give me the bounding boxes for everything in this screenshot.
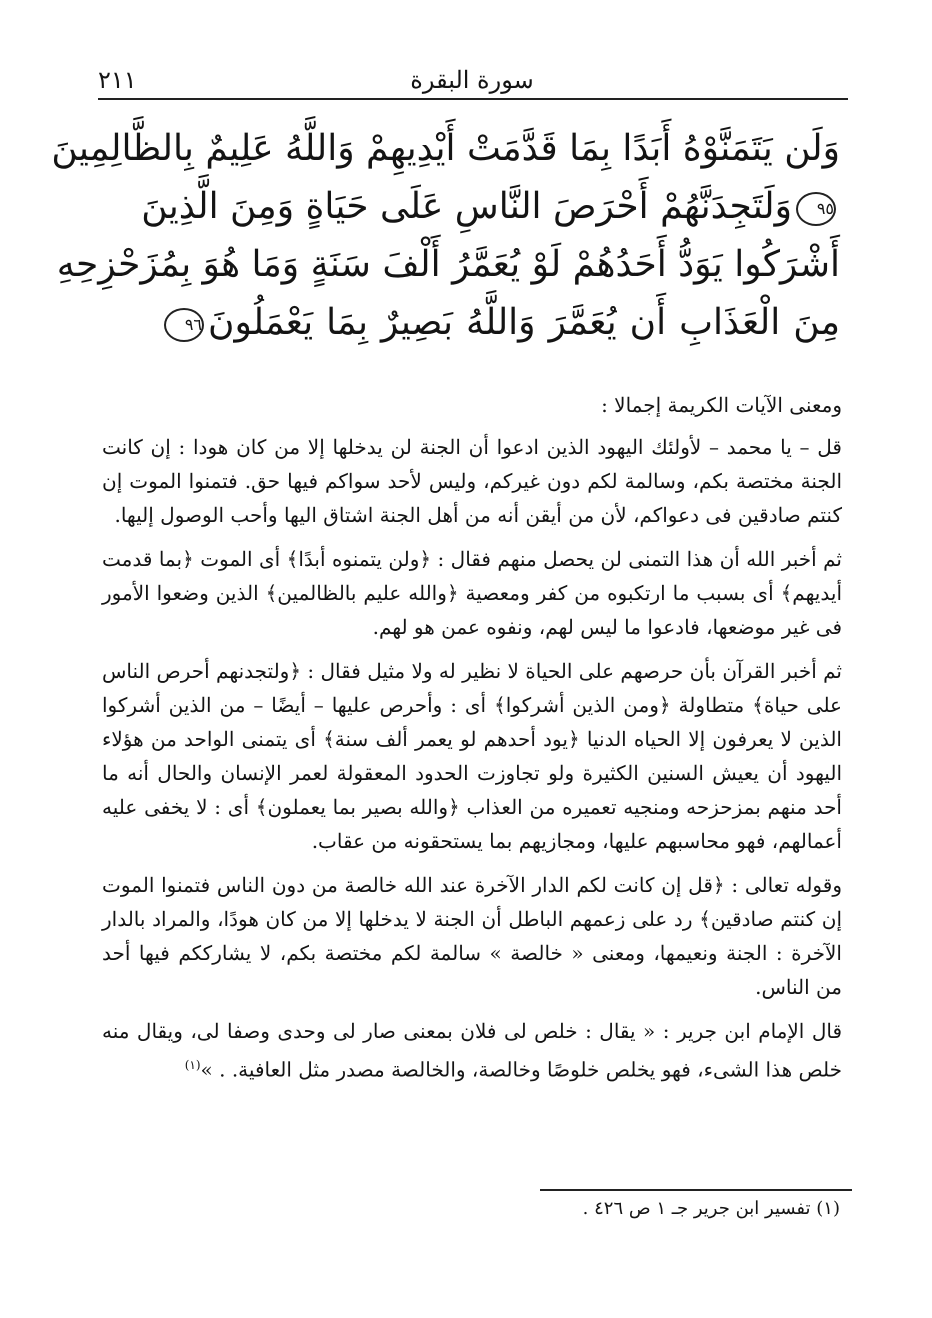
footnote-divider (540, 1189, 852, 1191)
page-header (98, 58, 846, 100)
verse-text: وَلَتَجِدَنَّهُمْ أَحْرَصَ النَّاسِ عَلَى حَيَاةٍ وَمِنَ الَّذِينَ (141, 186, 792, 227)
verse-text: أَشْرَكُوا يَوَدُّ أَحَدُهُمْ لَوْ يُعَمَّرُ أَلْفَ سَنَةٍ وَمَا هُوَ بِمُزَحْزِحِهِ (56, 244, 840, 285)
paragraph (102, 1014, 842, 1087)
header-divider (98, 98, 848, 100)
paragraph: وقوله تعالى : ﴿قل إن كانت لكم الدار الآخرة عند الله خالصة من دون الناس فتمنوا الموت إن كنتم صادقين﴾ رد على زعمهم الباطل أن الجنة لا يدخلها إلا من كان هودًا، والمراد بالدار الآخرة : الجنة ونعيمها، ومعنى « خالصة » سالمة لكم مختصة بكم، لا يشارككم فيها أحد من الناس. (102, 873, 842, 999)
verse-number-marker: ٩٥ (796, 192, 836, 226)
footnote: (١) تفسير ابن جرير جـ ١ ص ٤٢٦ . (582, 1198, 840, 1219)
quote-text: قال الإمام ابن جرير : « يقال : خلص لى فلان بمعنى صار لى وحدى وصفا لى، ويقال منه خلص هذا الشىء، فهو يخلص خلوصًا وخالصة، والخالصة مصدر مثل العافية. . » (102, 1019, 842, 1082)
verse-line (141, 178, 840, 236)
verse-text: وَلَن يَتَمَنَّوْهُ أَبَدًا بِمَا قَدَّمَتْ أَيْدِيهِمْ وَاللَّهُ عَلِيمٌ بِالظَّالِمِينَ (51, 128, 840, 169)
surah-title: سورة البقرة (410, 66, 534, 94)
paragraph: قل – يا محمد – لأولئك اليهود الذين ادعوا أن الجنة لن يدخلها إلا من كان هودا : إن كانت الجنة مختصة بكم، وسالمة لكم دون غيركم، وليس لأحد سواكم فيها حق. فتمنوا الموت إن كنتم صادقين فى دعواكم، لأن من أيقن أنه من أهل الجنة اشتاق اليها وأحب الوصول إليها. (102, 435, 842, 527)
quran-verses (51, 120, 840, 352)
section-intro: ومعنى الآيات الكريمة إجمالا : (601, 393, 842, 417)
footnote-reference: (١) (184, 1058, 201, 1072)
verse-number-marker: ٩٦ (164, 308, 204, 342)
paragraph: ثم أخبر القرآن بأن حرصهم على الحياة لا نظير له ولا مثيل فقال : ﴿ولتجدنهم أحرص الناس على حياة﴾ متطاولة ﴿ومن الذين أشركوا﴾ أى : وأحرص عليها – أيضًا – من الذين أشركوا الذين لا يعرفون إلا الحياه الدنيا ﴿يود أحدهم لو يعمر ألف سنة﴾ أى يتمنى الواحد من هؤلاء اليهود أن يعيش السنين الكثيرة ولو تجاوزت الحدود المعقولة لعمر الإنسان والحال أنه ما أحد منهم بمزحزحه ومنجيه تعميره من العذاب ﴿والله بصير بما يعملون﴾ أى : لا يخفى عليه أعمالهم، فهو محاسبهم عليها، ومجازيهم بما يستحقونه من عقاب. (102, 659, 842, 853)
commentary (102, 388, 842, 1097)
verse-text: مِنَ الْعَذَابِ أَن يُعَمَّرَ وَاللَّهُ بَصِيرٌ بِمَا يَعْمَلُونَ (208, 302, 840, 343)
verse-line (51, 120, 840, 178)
paragraph: ثم أخبر الله أن هذا التمنى لن يحصل منهم فقال : ﴿ولن يتمنوه أبدًا﴾ أى الموت ﴿بما قدمت أيديهم﴾ أى بسبب ما ارتكبوه من كفر ومعصية ﴿والله عليم بالظالمين﴾ الذين وضعوا الأمور فى غير موضعها، فادعوا ما ليس لهم، ونفوه عمن هو لهم. (102, 547, 842, 639)
page-number: ٢١١ (98, 66, 137, 94)
verse-line (160, 294, 840, 352)
verse-line (56, 236, 840, 294)
